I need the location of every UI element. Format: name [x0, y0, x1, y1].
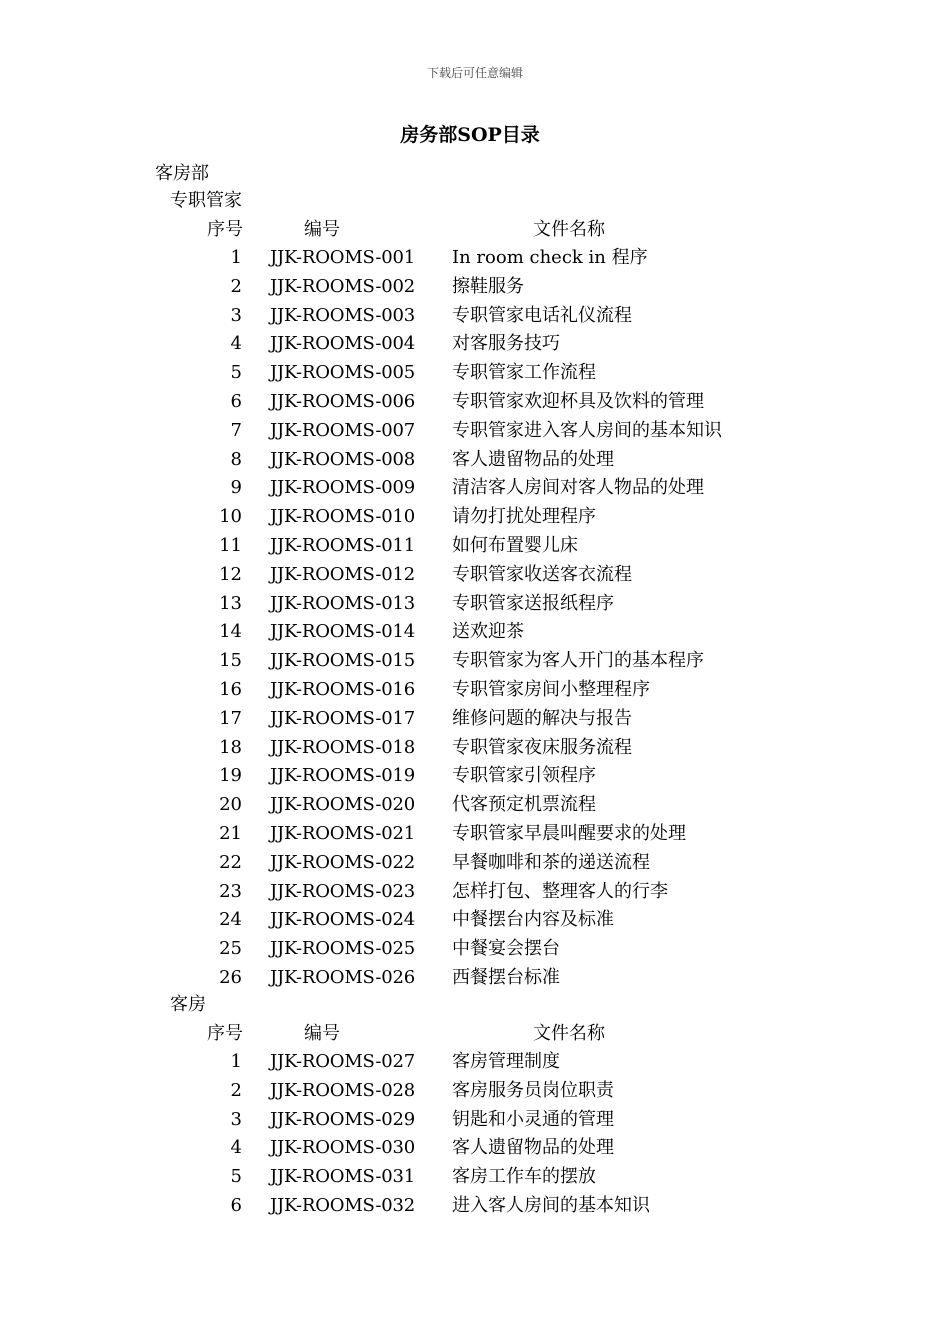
row-seq: 17: [219, 707, 242, 729]
row-seq: 26: [219, 966, 242, 988]
row-code: JJK-ROOMS-028: [270, 1079, 415, 1101]
row-code: JJK-ROOMS-032: [270, 1194, 415, 1216]
row-code: JJK-ROOMS-031: [270, 1166, 415, 1188]
row-code: JJK-ROOMS-021: [270, 822, 415, 844]
table-row: [0, 878, 950, 907]
row-code: JJK-ROOMS-026: [270, 966, 415, 988]
row-seq: 22: [219, 851, 242, 873]
row-document-name: 客房服务员岗位职责: [452, 1079, 614, 1101]
row-document-name: 客人遗留物品的处理: [452, 448, 614, 470]
row-document-name: 中餐宴会摆台: [452, 938, 560, 960]
row-document-name: 西餐摆台标准: [452, 966, 560, 988]
row-document-name: 客房管理制度: [452, 1051, 560, 1072]
row-seq: 21: [219, 822, 242, 844]
row-seq: 8: [230, 448, 242, 470]
row-seq: 23: [219, 880, 242, 902]
table-row: [0, 762, 950, 791]
row-code: JJK-ROOMS-007: [270, 419, 415, 441]
table-row: [0, 1134, 950, 1163]
table-row: [0, 330, 950, 359]
row-code: JJK-ROOMS-014: [270, 621, 415, 643]
row-document-name: 中餐摆台内容及标准: [452, 909, 614, 931]
table-row: [0, 705, 950, 734]
row-seq: 2: [230, 1079, 242, 1101]
table-row: [0, 647, 950, 676]
table-row: [0, 446, 950, 475]
table-row: [0, 791, 950, 820]
row-code: JJK-ROOMS-003: [270, 304, 415, 326]
row-document-name: 擦鞋服务: [452, 275, 524, 297]
row-code: JJK-ROOMS-005: [270, 362, 415, 384]
table-row: [0, 618, 950, 647]
row-document-name: 请勿打扰处理程序: [452, 506, 596, 528]
row-seq: 12: [219, 563, 242, 585]
row-seq: 10: [219, 506, 242, 528]
page-title: 房务部SOP目录: [400, 124, 540, 146]
row-code: JJK-ROOMS-011: [270, 534, 415, 556]
row-document-name: 送欢迎茶: [452, 621, 524, 643]
row-code: JJK-ROOMS-016: [270, 678, 415, 700]
row-code: JJK-ROOMS-020: [270, 794, 415, 816]
row-code: JJK-ROOMS-009: [270, 477, 415, 499]
row-code: JJK-ROOMS-002: [270, 275, 415, 297]
row-code: JJK-ROOMS-029: [270, 1108, 415, 1130]
row-document-name: 清洁客人房间对客人物品的处理: [452, 477, 704, 499]
row-seq: 20: [219, 794, 242, 816]
row-seq: 1: [230, 247, 242, 268]
row-code: JJK-ROOMS-004: [270, 333, 415, 355]
table-row: [0, 561, 950, 590]
table-row: [0, 734, 950, 763]
section-title: 客房: [170, 994, 206, 1015]
document-list: [0, 1048, 950, 1221]
row-document-name: 代客预定机票流程: [452, 794, 596, 816]
row-seq: 18: [219, 736, 242, 758]
row-code: JJK-ROOMS-012: [270, 563, 415, 585]
row-code: JJK-ROOMS-017: [270, 707, 415, 729]
row-seq: 15: [219, 650, 242, 672]
column-header-code: 编号: [304, 219, 340, 240]
row-code: JJK-ROOMS-001: [270, 247, 415, 268]
row-seq: 4: [230, 1137, 242, 1159]
row-document-name: 专职管家夜床服务流程: [452, 736, 632, 758]
column-header-name: 文件名称: [533, 1023, 605, 1044]
row-code: JJK-ROOMS-024: [270, 909, 415, 931]
row-document-name: 钥匙和小灵通的管理: [452, 1108, 614, 1130]
row-seq: 1: [230, 1051, 242, 1072]
table-row: [0, 503, 950, 532]
row-code: JJK-ROOMS-027: [270, 1051, 415, 1072]
row-document-name: 如何布置婴儿床: [452, 534, 578, 556]
row-code: JJK-ROOMS-025: [270, 938, 415, 960]
row-seq: 25: [219, 938, 242, 960]
row-document-name: In room check in 程序: [452, 247, 648, 268]
row-code: JJK-ROOMS-030: [270, 1137, 415, 1159]
table-row: [0, 935, 950, 964]
table-row: [0, 359, 950, 388]
row-document-name: 专职管家送报纸程序: [452, 592, 614, 614]
department-heading: 客房部: [155, 163, 209, 184]
row-document-name: 专职管家房间小整理程序: [452, 678, 650, 700]
row-seq: 9: [230, 477, 242, 499]
table-row: [0, 474, 950, 503]
row-code: JJK-ROOMS-019: [270, 765, 415, 787]
table-row: [0, 244, 950, 273]
table-row: [0, 676, 950, 705]
row-seq: 4: [230, 333, 242, 355]
section-title: 专职管家: [170, 190, 242, 211]
row-seq: 3: [230, 1108, 242, 1130]
row-document-name: 专职管家早晨叫醒要求的处理: [452, 822, 686, 844]
table-row: [0, 964, 950, 993]
document-list: [0, 244, 950, 993]
row-document-name: 维修问题的解决与报告: [452, 707, 632, 729]
row-seq: 6: [230, 1194, 242, 1216]
table-row: [0, 1048, 950, 1077]
table-row: [0, 1163, 950, 1192]
header-note: 下载后可任意编辑: [426, 66, 523, 80]
row-document-name: 专职管家电话礼仪流程: [452, 304, 632, 326]
row-seq: 6: [230, 390, 242, 412]
row-code: JJK-ROOMS-013: [270, 592, 415, 614]
row-document-name: 客人遗留物品的处理: [452, 1137, 614, 1159]
table-row: [0, 1106, 950, 1135]
column-header-seq: 序号: [207, 1023, 243, 1044]
row-code: JJK-ROOMS-018: [270, 736, 415, 758]
row-document-name: 专职管家工作流程: [452, 362, 596, 384]
row-seq: 2: [230, 275, 242, 297]
row-code: JJK-ROOMS-022: [270, 851, 415, 873]
row-document-name: 专职管家进入客人房间的基本知识: [452, 419, 722, 441]
table-row: [0, 849, 950, 878]
row-seq: 5: [230, 362, 242, 384]
row-seq: 24: [219, 909, 242, 931]
row-seq: 13: [219, 592, 242, 614]
row-seq: 3: [230, 304, 242, 326]
row-seq: 19: [219, 765, 242, 787]
table-row: [0, 1192, 950, 1221]
table-row: [0, 417, 950, 446]
table-row: [0, 273, 950, 302]
table-row: [0, 302, 950, 331]
row-document-name: 早餐咖啡和茶的递送流程: [452, 851, 650, 873]
row-document-name: 专职管家收送客衣流程: [452, 563, 632, 585]
row-code: JJK-ROOMS-010: [270, 506, 415, 528]
row-code: JJK-ROOMS-008: [270, 448, 415, 470]
column-header-seq: 序号: [207, 219, 243, 240]
row-seq: 7: [230, 419, 242, 441]
column-header-name: 文件名称: [533, 219, 605, 240]
row-seq: 11: [219, 534, 242, 556]
row-code: JJK-ROOMS-023: [270, 880, 415, 902]
table-row: [0, 590, 950, 619]
table-row: [0, 388, 950, 417]
row-seq: 5: [230, 1166, 242, 1188]
row-document-name: 客房工作车的摆放: [452, 1166, 596, 1188]
table-row: [0, 906, 950, 935]
row-document-name: 专职管家引领程序: [452, 765, 596, 787]
row-seq: 16: [219, 678, 242, 700]
table-row: [0, 820, 950, 849]
row-code: JJK-ROOMS-015: [270, 650, 415, 672]
row-document-name: 进入客人房间的基本知识: [452, 1194, 650, 1216]
row-document-name: 怎样打包、整理客人的行李: [452, 880, 668, 902]
table-row: [0, 532, 950, 561]
row-code: JJK-ROOMS-006: [270, 390, 415, 412]
row-document-name: 专职管家欢迎杯具及饮料的管理: [452, 390, 704, 412]
column-header-code: 编号: [304, 1023, 340, 1044]
table-row: [0, 1077, 950, 1106]
row-document-name: 对客服务技巧: [452, 333, 560, 355]
row-document-name: 专职管家为客人开门的基本程序: [452, 650, 704, 672]
row-seq: 14: [219, 621, 242, 643]
